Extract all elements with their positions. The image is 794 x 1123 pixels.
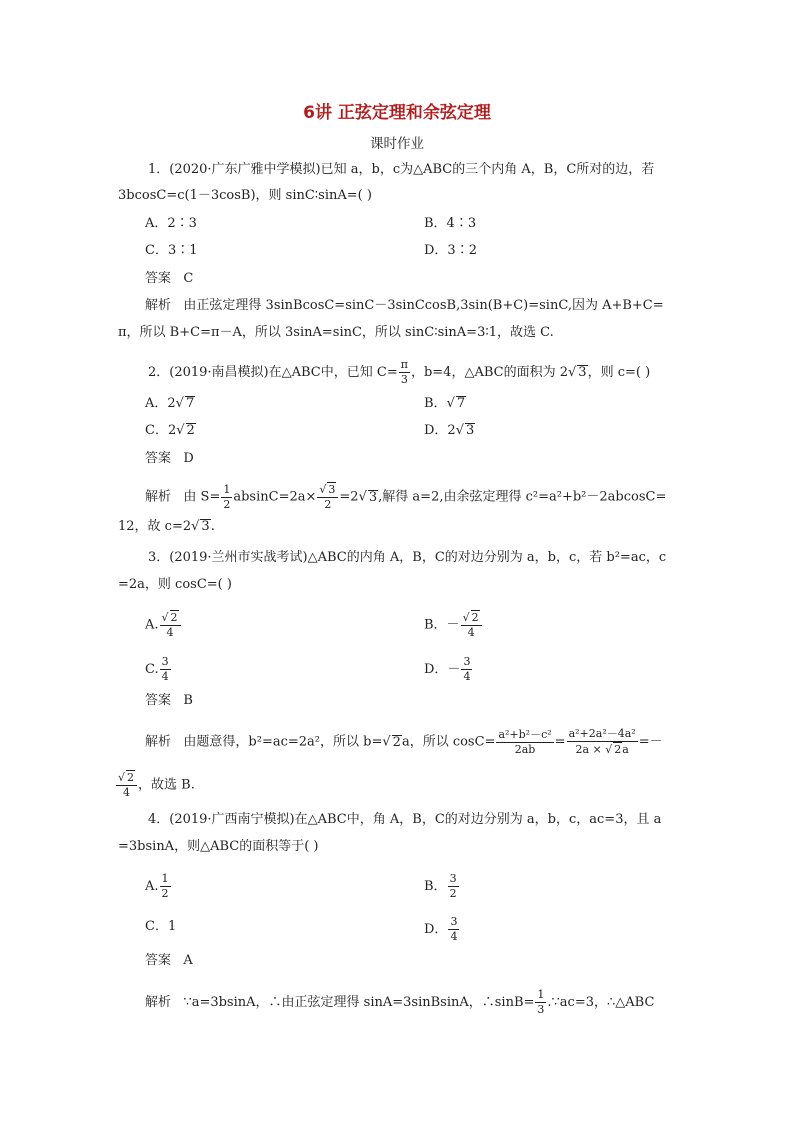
q3-analysis-line1: 解析 由题意得，b²=ac=2a²，所以 b=√ 2a，所以 cosC= $\frac{\text{a²+b²－c²}}{2ab}$ = $\frac{\text{a²+2a²－4a²}}{2a \times √ 2a}$ =－ [145, 727, 663, 756]
q2-analysis-line1: 解析 由 S= $\frac{1}{2}$ absinC=2a× $\frac{√ 3}{2}$ =2√ 3,解得 a=2,由余弦定理得 c²=a²+b²－2abcosC= [145, 482, 667, 511]
q3-stem-line1: 3．(2019·兰州市实战考试)△ABC的内角 A，B，C的对边分别为 a，b，c，若 b²=ac，c [148, 550, 667, 565]
q1-analysis-line1: 解析 由正弦定理得 3sinBcosC=sinC－3sinCcosB,3sin(B+C)=sinC,因为 A+B+C= [145, 298, 664, 313]
q1-stem-line2: 3bcosC=c(1－3cosB)，则 sinC∶sinA=( ) [118, 188, 372, 203]
q1-option-a: A．2∶3 [145, 216, 197, 231]
q3-analysis-line2: $\frac{√ 2}{4}$ ，故选 B. [118, 771, 195, 799]
q2-stem: 2．(2019·南昌模拟)在△ABC中，已知 C= $\frac{\pi}{3}$ ，b=4，△ABC的面积为 2√ 3，则 c=( ) [148, 358, 651, 386]
q4-stem-line2: =3bsinA，则△ABC的面积等于( ) [118, 839, 319, 854]
q3-answer: 答案 B [145, 693, 193, 708]
q2-option-c: C．2√ 2 [145, 423, 195, 438]
q2-option-b: B．√ 7 [424, 396, 466, 411]
q4-stem-line1: 4．(2019·广西南宁模拟)在△ABC中，角 A，B，C的对边分别为 a，b，c，ac=3，且 a [148, 812, 662, 827]
analysis-label: 解析 [145, 298, 172, 313]
q1-stem-line1: 1．(2020·广东广雅中学模拟)已知 a，b，c为△ABC的三个内角 A，B，C所对的边，若 [148, 162, 655, 177]
page-subtitle: 课时作业 [370, 136, 424, 152]
q3-option-d: D．－ $\frac{3}{4}$ [424, 655, 471, 683]
q3-option-c: C. $\frac{3}{4}$ [145, 655, 169, 683]
q4-option-c: C．1 [145, 919, 177, 934]
q4-option-a: A. $\frac{1}{2}$ [145, 872, 169, 900]
q3-option-b: B．－ $\frac{√ 2}{4}$ [424, 610, 483, 640]
q4-option-d: D． $\frac{3}{4}$ [424, 915, 458, 943]
q4-answer: 答案 A [145, 953, 193, 968]
q3-stem-line2: =2a，则 cosC=( ) [118, 577, 232, 592]
q4-option-b: B． $\frac{3}{2}$ [424, 872, 457, 900]
answer-label: 答案 [145, 271, 172, 286]
answer-value: C [183, 271, 194, 286]
q1-answer [145, 269, 193, 289]
q4-analysis-line1: 解析 ∵a=3bsinA，∴由正弦定理得 sinA=3sinBsinA，∴sinB= $\frac{1}{3}$ .∵ac=3，∴△ABC [145, 988, 655, 1016]
q1-option-b: B．4∶3 [424, 216, 477, 231]
q2-analysis-line2: 12，故 c=2√ 3. [118, 519, 215, 534]
fraction: $\frac{\pi}{3}$ [400, 358, 408, 386]
q2-answer: 答案 D [145, 451, 194, 466]
q2-option-a: A．2√ 7 [145, 396, 195, 411]
q1-option-c: C．3∶1 [145, 243, 198, 258]
q1-option-d: D．3∶2 [424, 243, 477, 258]
q1-analysis-line2: π，所以 B+C=π－A，所以 3sinA=sinC，所以 sinC∶sinA=3∶1，故选 C. [118, 325, 554, 340]
q2-option-d: D．2√ 3 [424, 423, 475, 438]
q3-option-a: A. $\frac{√ 2}{4}$ [145, 610, 182, 640]
page-title: 6讲 正弦定理和余弦定理 [303, 103, 491, 123]
